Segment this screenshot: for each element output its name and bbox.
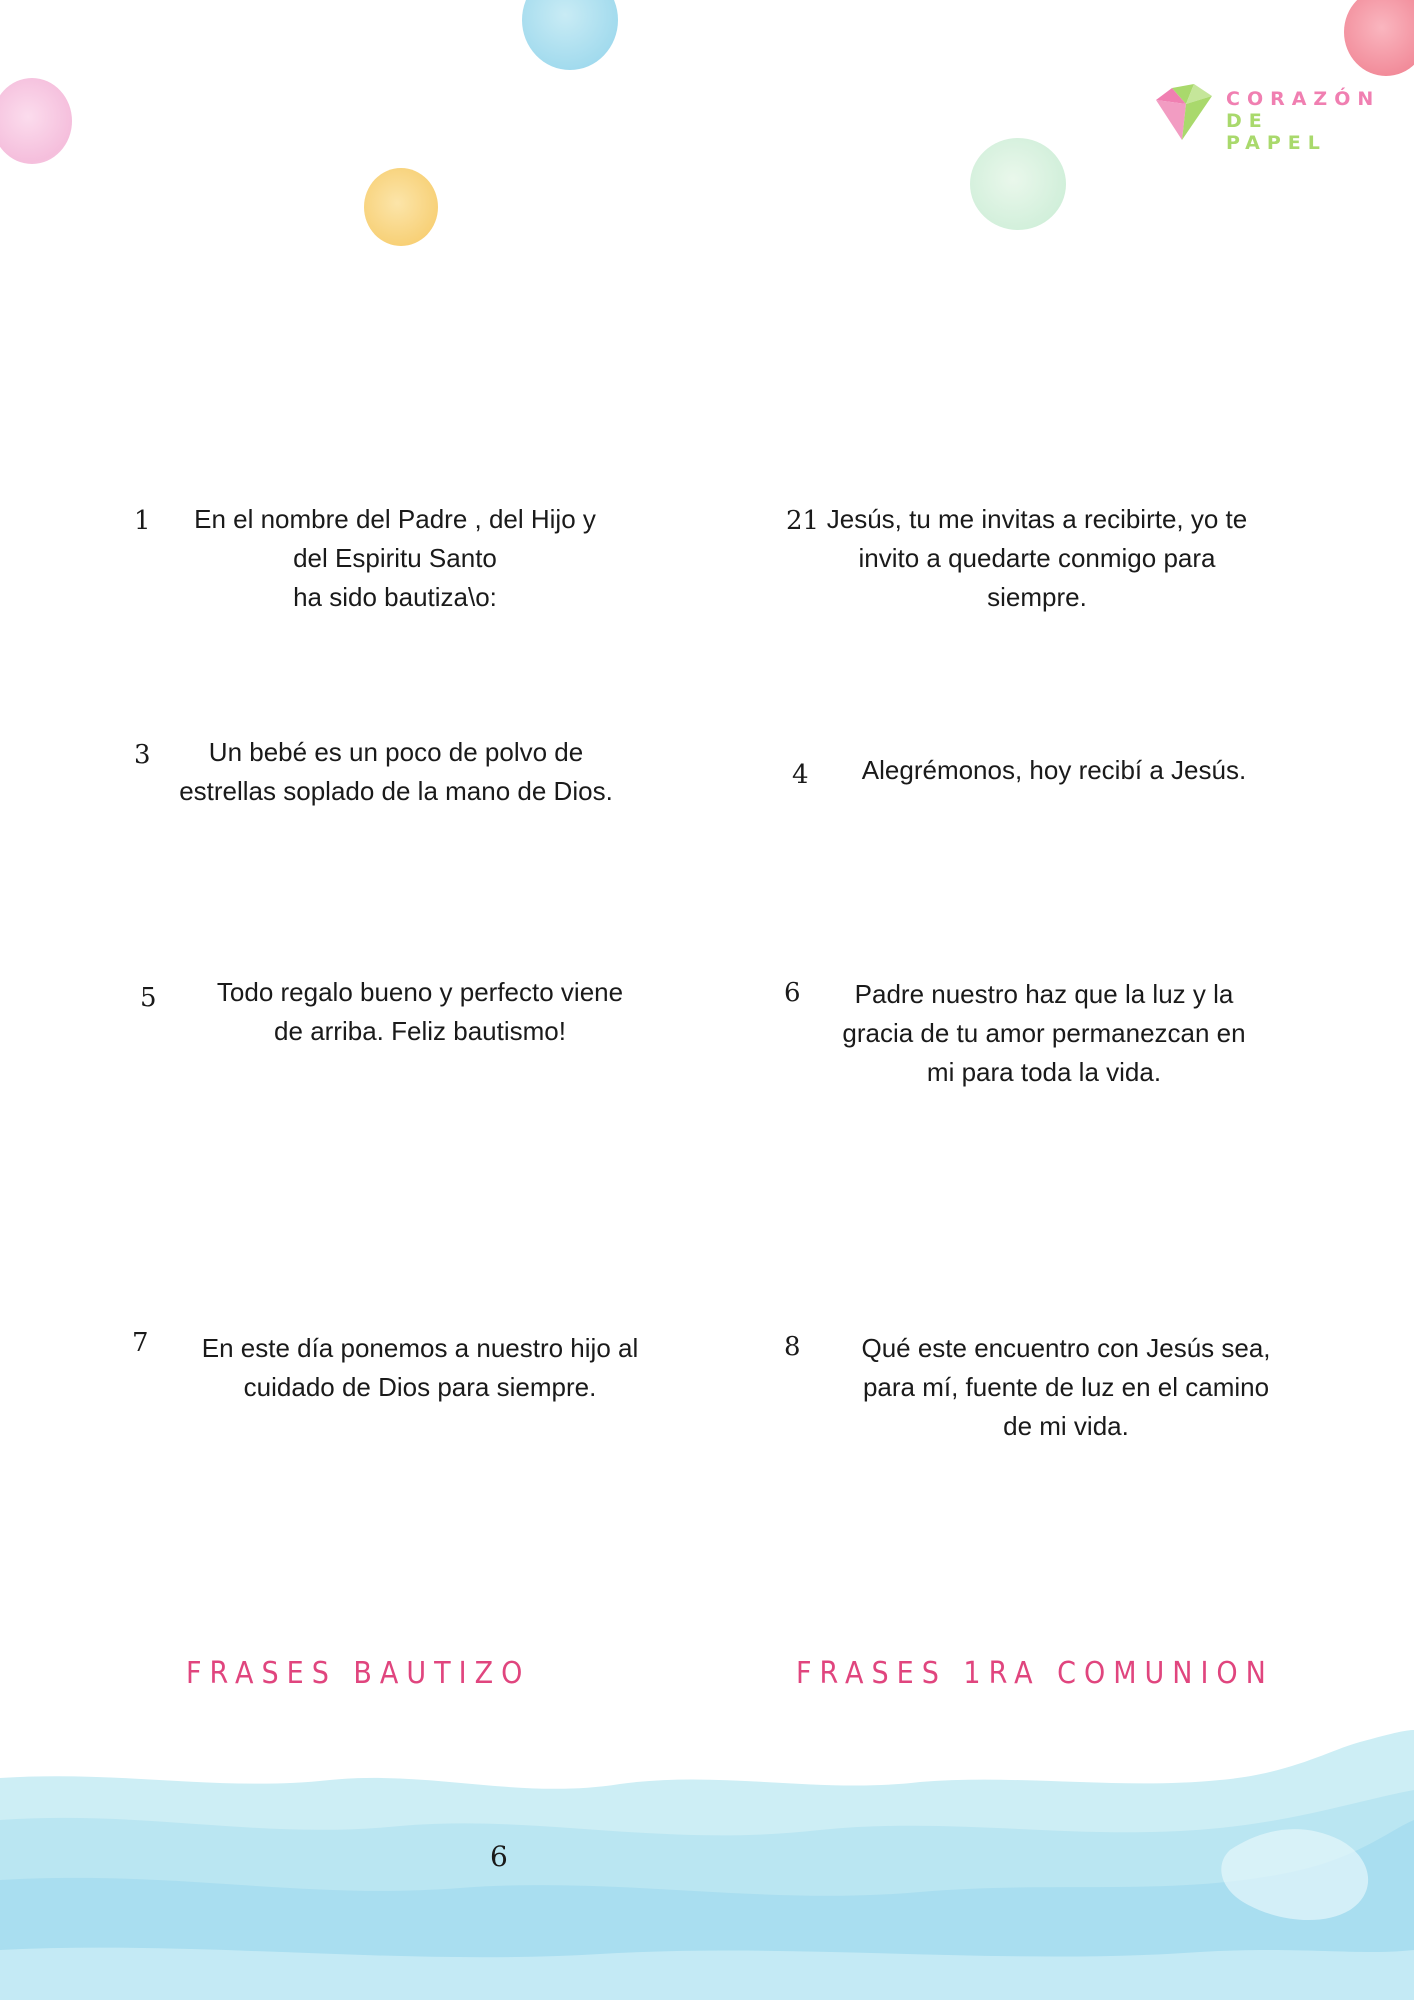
quote-line: Alegrémonos, hoy recibí a Jesús. bbox=[861, 755, 1247, 785]
quote-line: del Espiritu Santo bbox=[293, 543, 497, 573]
watercolor-footer bbox=[0, 1730, 1414, 2000]
quote-line: En el nombre del Padre , del Hijo y bbox=[194, 504, 596, 534]
yellow-watercolor-dot bbox=[364, 168, 438, 246]
quote-text bbox=[824, 975, 1264, 1092]
quote-line: En este día ponemos a nuestro hijo al bbox=[201, 1333, 639, 1363]
quote-line: de mi vida. bbox=[1003, 1411, 1129, 1441]
quote-line: Un bebé es un poco de polvo de bbox=[208, 737, 584, 767]
quote-line: mi para toda la vida. bbox=[926, 1057, 1162, 1087]
quote-line: Todo regalo bueno y perfecto viene bbox=[216, 977, 624, 1007]
brand-name-line1: CORAZÓN bbox=[1226, 88, 1381, 110]
page-number: 6 bbox=[490, 1840, 508, 1873]
quote-line: ha sido bautiza\o: bbox=[293, 582, 497, 612]
quote-line: Jesús, tu me invitas a recibirte, yo te bbox=[826, 504, 1248, 534]
brand-logo bbox=[1152, 82, 1381, 154]
pink-watercolor-dot bbox=[0, 78, 72, 164]
quote-line: Padre nuestro haz que la luz y la bbox=[854, 979, 1234, 1009]
quote-text bbox=[846, 1329, 1286, 1446]
heading-frases-bautizo: FRASES BAUTIZO bbox=[186, 1656, 531, 1691]
quote-number: 7 bbox=[132, 1328, 149, 1358]
quote-text bbox=[190, 1329, 650, 1407]
quote-text bbox=[196, 973, 644, 1051]
quote-text bbox=[170, 733, 622, 811]
brand-name-line2: DE PAPEL bbox=[1226, 110, 1327, 154]
quote-number: 21 bbox=[786, 506, 820, 536]
quote-number: 4 bbox=[792, 760, 809, 790]
quote-text bbox=[180, 500, 610, 617]
quote-line: gracia de tu amor permanezcan en bbox=[842, 1018, 1246, 1048]
quote-line: siempre. bbox=[987, 582, 1087, 612]
quote-text bbox=[822, 500, 1252, 617]
quote-number: 8 bbox=[784, 1332, 801, 1362]
quote-line: estrellas soplado de la mano de Dios. bbox=[179, 776, 613, 806]
heart-icon bbox=[1152, 82, 1222, 144]
quote-line: Qué este encuentro con Jesús sea, bbox=[861, 1333, 1271, 1363]
quote-line: cuidado de Dios para siempre. bbox=[243, 1372, 597, 1402]
quote-text bbox=[848, 751, 1260, 790]
blue-watercolor-dot bbox=[522, 0, 618, 70]
quote-line: invito a quedarte conmigo para bbox=[858, 543, 1216, 573]
quote-number: 1 bbox=[134, 506, 151, 536]
red-watercolor-dot bbox=[1344, 0, 1414, 76]
quote-number: 3 bbox=[134, 740, 151, 770]
heading-frases-comunion: FRASES 1RA COMUNION bbox=[796, 1656, 1274, 1691]
quote-line: para mí, fuente de luz en el camino bbox=[862, 1372, 1270, 1402]
quote-line: de arriba. Feliz bautismo! bbox=[274, 1016, 566, 1046]
quote-number: 5 bbox=[140, 983, 157, 1013]
mint-watercolor-dot bbox=[970, 138, 1066, 230]
quote-number: 6 bbox=[784, 978, 801, 1008]
